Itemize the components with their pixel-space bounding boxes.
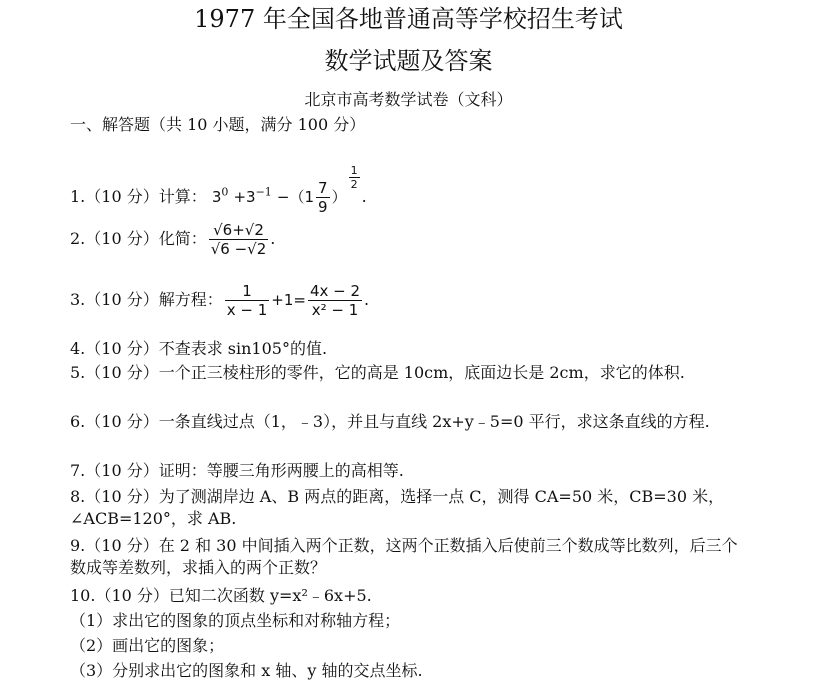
question-10-part-2: （2）画出它的图象；: [70, 636, 225, 655]
question-10: 10.（10 分）已知二次函数 y=x²﹣6x+5.: [70, 586, 372, 605]
document-subtitle: 数学试题及答案: [324, 47, 493, 75]
q3-end: .: [364, 290, 370, 309]
q2-end: .: [270, 229, 276, 248]
question-4: 4.（10 分）不查表求 sin105°的值.: [70, 339, 328, 358]
q1-frac-den: 9: [318, 198, 328, 216]
q1-exp-den: 2: [350, 178, 358, 191]
q1-base-a: 3: [211, 188, 222, 206]
q1-plus: +3: [233, 188, 256, 206]
q1-exp-b: −1: [255, 185, 272, 199]
q3-left-num: 1: [225, 282, 270, 301]
question-2: [70, 221, 275, 258]
question-3-prefix: 3.（10 分）解方程：: [70, 290, 223, 309]
question-6: 6.（10 分）一条直线过点（1，﹣3），并且与直线 2x+y﹣5=0 平行，求这条直线的方程.: [70, 412, 710, 431]
question-10-part-1: （1）求出它的图象的顶点坐标和对称轴方程；: [70, 611, 401, 630]
q2-fraction: [209, 221, 269, 258]
q2-den: √6 −√2: [210, 240, 267, 258]
q1-frac-num: 7: [318, 179, 328, 197]
q1-close: ）: [331, 188, 347, 206]
question-10-part-3: （3）分别求出它的图象和 x 轴、y 轴的交点坐标.: [70, 661, 423, 680]
paper-name: 北京市高考数学试卷（文科）: [304, 90, 513, 109]
question-8: 8.（10 分）为了测湖岸边 A、B 两点的距离，选择一点 C，测得 CA=50 米，CB=30 米，∠ACB=120°，求 AB.: [70, 487, 725, 528]
q3-left-fraction: [225, 282, 270, 319]
document-title: 1977 年全国各地普通高等学校招生考试: [194, 5, 623, 33]
question-1: [70, 164, 367, 216]
q1-minus: −（1: [276, 188, 315, 206]
question-2-prefix: 2.（10 分）化简：: [70, 229, 207, 248]
q2-num: √6+√2: [209, 221, 269, 240]
question-5: 5.（10 分）一个正三棱柱形的零件，它的高是 10cm，底面边长是 2cm，求它的体积.: [70, 363, 685, 382]
q1-mixed-fraction: [316, 179, 330, 216]
q1-exp-a: 0: [221, 185, 229, 199]
q3-mid: +1=: [271, 291, 306, 309]
q3-right-den: x² − 1: [311, 301, 359, 319]
question-7: 7.（10 分）证明：等腰三角形两腰上的高相等.: [70, 461, 404, 480]
q1-end: .: [361, 187, 367, 206]
q3-right-num: 4x − 2: [309, 282, 361, 300]
question-3: [70, 282, 369, 319]
section-heading: 一、解答题（共 10 小题，满分 100 分）: [70, 115, 366, 134]
q1-exponent-fraction: [349, 164, 360, 191]
question-9: 9.（10 分）在 2 和 30 中间插入两个正数，这两个正数插入后使前三个数成等比数列，后三个数成等差数列，求插入的两个正数？: [70, 536, 738, 577]
q3-left-den: x − 1: [226, 301, 268, 319]
q1-exp-num: 1: [350, 164, 358, 177]
question-1-prefix: 1.（10 分）计算：: [70, 187, 207, 206]
q3-right-fraction: [308, 282, 362, 319]
